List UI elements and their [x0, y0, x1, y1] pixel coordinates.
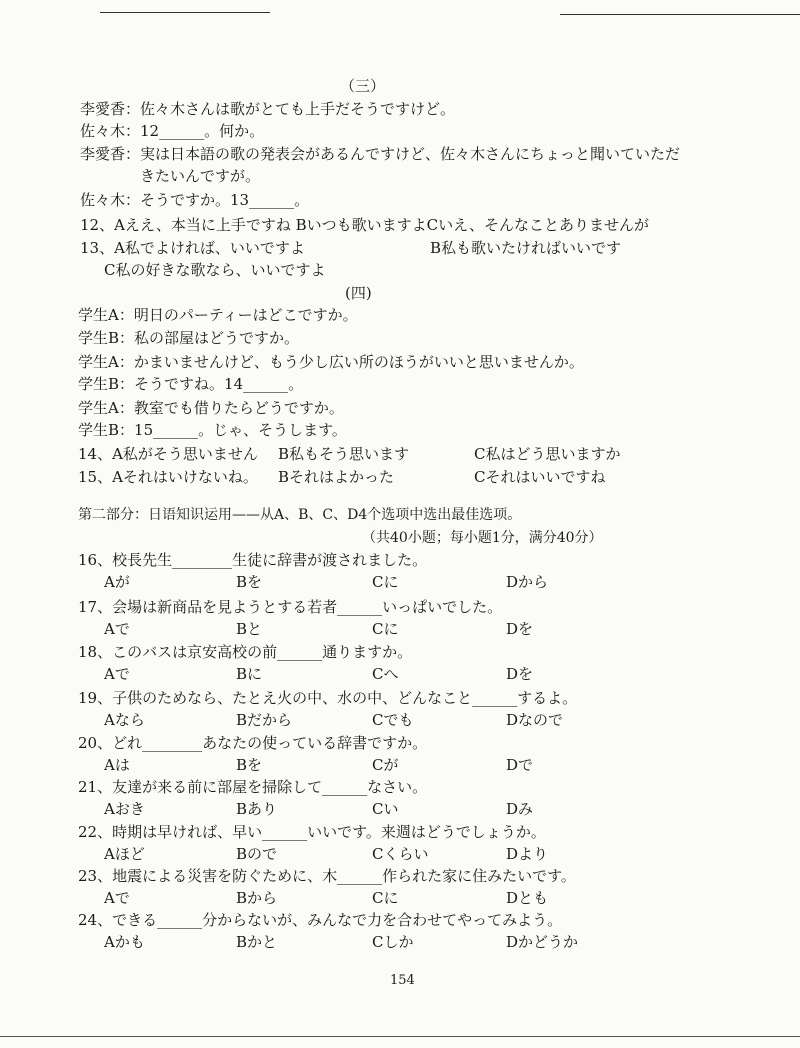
question-stem: 21、友達が来る前に部屋を掃除して______なさい。 [78, 778, 428, 796]
question-12: 12、Aええ、本当に上手ですね Bいつも歌いますよCいえ、そんなことありませんが [80, 216, 649, 234]
answer-option: Aで [104, 620, 130, 638]
answer-option: Aなら [104, 711, 145, 729]
question-14-option-a: 14、A私がそう思いません [78, 445, 258, 463]
answer-option: Dなので [506, 711, 564, 729]
answer-option: Bかと [236, 933, 278, 951]
part-2-heading: 第二部分：日语知识运用——从A、B、C、D4个选项中选出最佳选项。 [78, 507, 522, 523]
dialogue-line: 学生B：私の部屋はどうですか。 [78, 329, 300, 347]
top-rule-right [560, 14, 800, 15]
dialogue-line: 学生A：教室でも借りたらどうですか。 [78, 399, 344, 417]
question-13-option-b: B私も歌いたければいいです [430, 239, 622, 257]
question-stem: 24、できる______分からないが、みんなで力を合わせてやってみよう。 [78, 911, 563, 929]
answer-option: Cしか [372, 933, 414, 951]
section-4-header: (四) [345, 284, 372, 302]
answer-option: Bに [236, 665, 263, 683]
answer-option: Aは [104, 756, 130, 774]
answer-option: Dみ [506, 800, 534, 818]
answer-option: Dを [506, 665, 534, 683]
answer-option: Cに [372, 620, 399, 638]
section-3-header: （三） [340, 77, 386, 95]
question-stem: 16、校長先生________生徒に辞書が渡されました。 [78, 551, 428, 569]
question-stem: 20、どれ________あなたの使っている辞書ですか。 [78, 734, 428, 752]
answer-option: Aかも [104, 933, 145, 951]
answer-option: Aで [104, 665, 130, 683]
question-13-option-c: C私の好きな歌なら、いいですよ [104, 261, 326, 279]
answer-option: Bを [236, 756, 263, 774]
dialogue-line: きたいんですが。 [140, 167, 261, 185]
answer-option: Cい [372, 800, 399, 818]
answer-option: Cくらい [372, 845, 429, 863]
question-stem: 22、時期は早ければ、早い______いいです。来週はどうでしょうか。 [78, 823, 546, 841]
answer-option: Dで [506, 756, 534, 774]
question-15-option-a: 15、Aそれはいけないね。 [78, 468, 258, 486]
answer-option: Dから [506, 573, 549, 591]
answer-option: Aほど [104, 845, 145, 863]
dialogue-line: 学生A：明日のパーティーはどこですか。 [78, 306, 358, 324]
dialogue-line: 学生A：かまいませんけど、もう少し広い所のほうがいいと思いませんか。 [78, 353, 584, 371]
question-stem: 17、会場は新商品を見ようとする若者______いっぱいでした。 [78, 598, 503, 616]
answer-option: Bので [236, 845, 278, 863]
answer-option: Aが [104, 573, 130, 591]
answer-option: Cでも [372, 711, 414, 729]
question-stem: 18、このバスは京安高校の前______通りますか。 [78, 643, 413, 661]
question-stem: 19、子供のためなら、たとえ火の中、水の中、どんなこと______するよ。 [78, 689, 578, 707]
dialogue-line: 学生B：15______。じゃ、そうします。 [78, 421, 347, 439]
answer-option: Cが [372, 756, 399, 774]
question-13-option-a: 13、A私でよければ、いいですよ [80, 239, 305, 257]
top-rule [100, 12, 270, 13]
question-15-option-b: Bそれはよかった [278, 468, 395, 486]
bottom-rule [0, 1036, 800, 1037]
answer-option: Dより [506, 845, 549, 863]
dialogue-line: 李愛香：佐々木さんは歌がとても上手だそうですけど。 [80, 100, 456, 118]
answer-option: Bから [236, 889, 278, 907]
answer-option: Cに [372, 889, 399, 907]
question-stem: 23、地震による災害を防ぐために、木______作られた家に住みたいです。 [78, 867, 576, 885]
dialogue-line: 佐々木：12______。何か。 [80, 122, 265, 140]
dialogue-line: 佐々木：そうですか。13______。 [80, 191, 310, 209]
answer-option: Bあり [236, 800, 278, 818]
answer-option: Dかどうか [506, 933, 579, 951]
answer-option: Bと [236, 620, 263, 638]
part-2-note: （共40小题；每小题1分，满分40分） [362, 530, 603, 546]
answer-option: Dを [506, 620, 534, 638]
dialogue-line: 学生B：そうですね。14______。 [78, 375, 304, 393]
answer-option: Aおき [104, 800, 145, 818]
question-14-option-b: B私もそう思います [278, 445, 410, 463]
answer-option: Bを [236, 573, 263, 591]
dialogue-line: 李愛香：実は日本語の歌の発表会があるんですけど、佐々木さんにちょっと聞いていただ [80, 145, 681, 163]
answer-option: Cに [372, 573, 399, 591]
question-15-option-c: Cそれはいいですね [474, 468, 606, 486]
answer-option: Bだから [236, 711, 293, 729]
answer-option: Aで [104, 889, 130, 907]
answer-option: Dとも [506, 889, 549, 907]
page-number: 154 [390, 973, 415, 988]
answer-option: Cへ [372, 665, 399, 683]
question-14-option-c: C私はどう思いますか [474, 445, 621, 463]
